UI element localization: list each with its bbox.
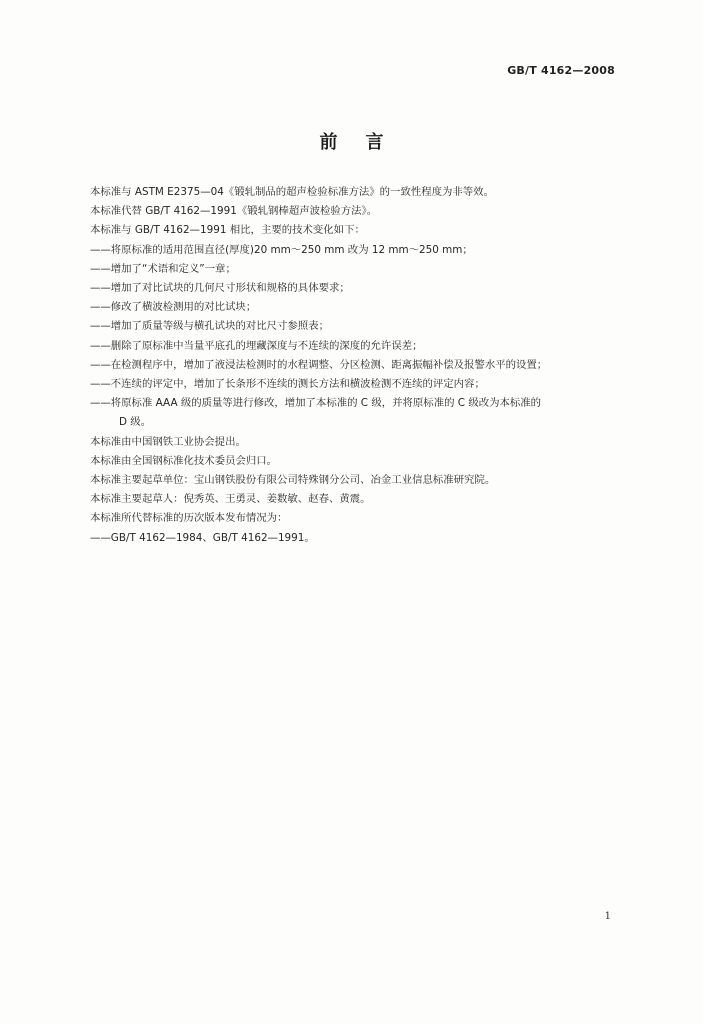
list-item: ——将原标准的适用范围直径(厚度)20 mm～250 mm 改为 12 mm～250 mm；: [90, 243, 473, 256]
list-item: ——将原标准 AAA 级的质量等进行修改，增加了本标准的 C 级，并将原标准的 C 级改为本标准的: [90, 397, 542, 410]
paragraph: 本标准主要起草人：倪秀英、王勇灵、姜数敏、赵春、黄震。: [90, 493, 371, 506]
list-item: ——删除了原标准中当量平底孔的埋藏深度与不连续的深度的允许误差；: [90, 339, 423, 352]
list-item: ——修改了横波检测用的对比试块；: [90, 301, 257, 314]
foreword-body: [90, 183, 625, 548]
paragraph: 本标准与 GB/T 4162—1991 相比，主要的技术变化如下：: [90, 224, 365, 237]
paragraph: 本标准由全国钢标准化技术委员会归口。: [90, 454, 278, 467]
list-item: ——不连续的评定中，增加了长条形不连续的测长方法和横波检测不连续的评定内容；: [90, 378, 485, 391]
paragraph: 本标准由中国钢铁工业协会提出。: [90, 435, 246, 448]
list-item: ——在检测程序中，增加了液浸法检测时的水程调整、分区检测、距离振幅补偿及报警水平的设置；: [90, 358, 548, 371]
list-item: ——增加了对比试块的几何尺寸形状和规格的具体要求；: [90, 282, 350, 295]
page-title: 前言: [319, 132, 412, 153]
paragraph: 本标准与 ASTM E2375—04《锻轧制品的超声检验标准方法》的一致性程度为非等效。: [90, 186, 494, 198]
list-item: ——GB/T 4162—1984、GB/T 4162—1991。: [90, 531, 315, 544]
paragraph: 本标准代替 GB/T 4162—1991《锻轧钢棒超声波检验方法》。: [90, 205, 378, 218]
list-item: ——增加了“术语和定义”一章；: [90, 262, 236, 275]
standard-number: GB/T 4162—2008: [507, 64, 615, 77]
page-number: 1: [604, 911, 611, 922]
list-item-continuation: D 级。: [119, 416, 152, 429]
paragraph: 本标准主要起草单位：宝山钢铁股份有限公司特殊钢分公司、冶金工业信息标准研究院。: [90, 474, 496, 487]
list-item: ——增加了质量等级与横孔试块的对比尺寸参照表；: [90, 320, 329, 333]
paragraph: 本标准所代替标准的历次版本发布情况为：: [90, 512, 288, 525]
